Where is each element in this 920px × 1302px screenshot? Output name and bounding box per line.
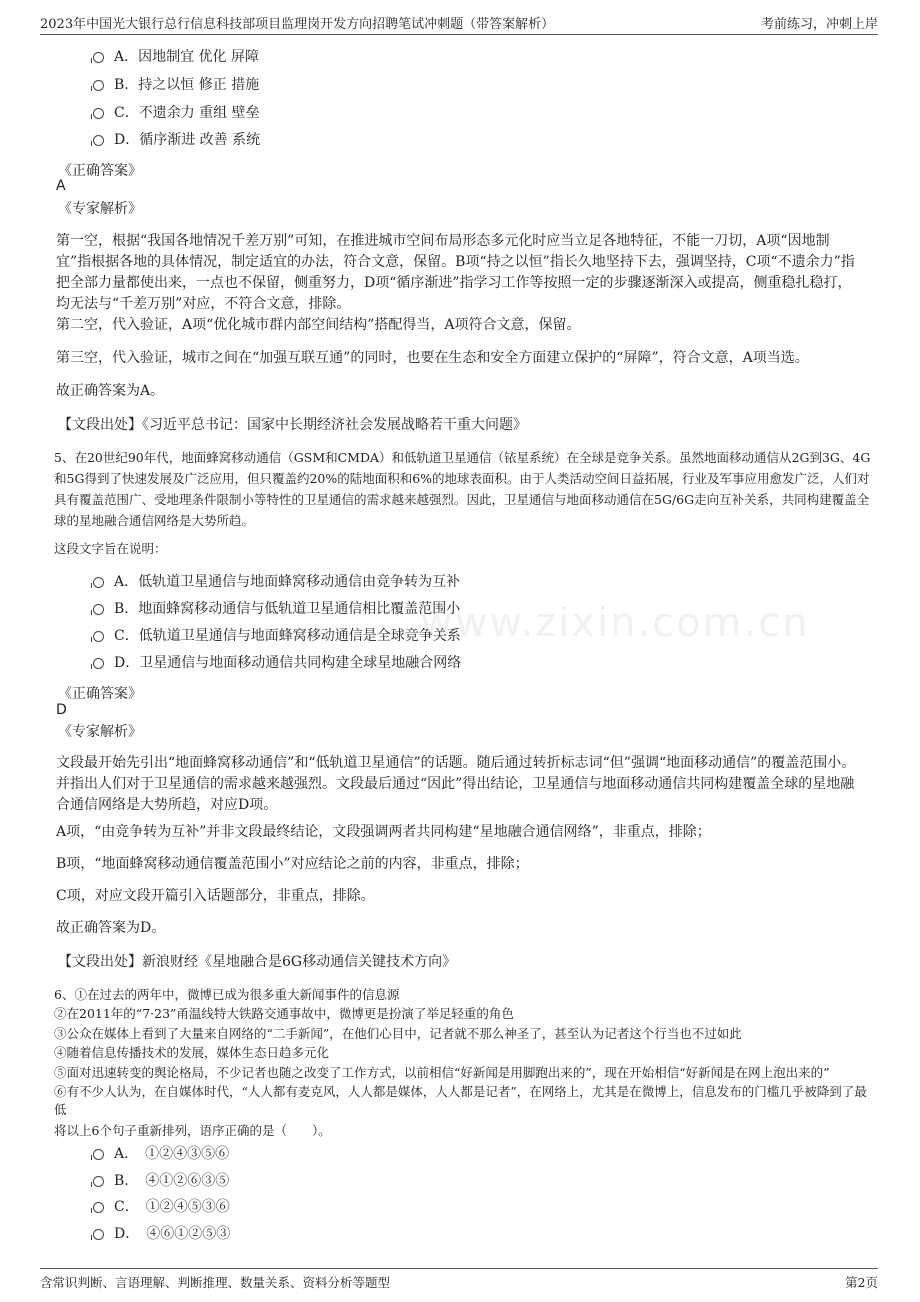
radio-icon[interactable] [93,135,104,146]
q5-analysis-label: 《专家解析》 [58,724,142,740]
q4-option-d[interactable]: D．循序渐进 改善 系统 [93,130,260,150]
q6-sentence: ⑤面对迅速转变的舆论格局，不少记者也随之改变了工作方式，以前相信“好新闻是用脚跑出来的”，现在开始相信“好新闻是在网上泡出来的” [54,1065,830,1080]
q6-option-a[interactable]: A． ①②④③⑤⑥ [93,1144,229,1164]
radio-icon[interactable] [93,658,104,669]
q4-analysis-paragraph: 故正确答案为A。 [56,383,165,399]
header-slogan: 考前练习，冲刺上岸 [760,17,878,32]
q5-analysis-paragraph: C项，对应文段开篇引入话题部分，非重点，排除。 [56,888,375,904]
q5-stem: 5、在20世纪90年代，地面蜂窝移动通信（GSM和CMDA）和低轨道卫星通信（铱星系统）在全球是竞争关系。虽然地面移动通信从2G到3G、4G和5G得到了快速发展及广泛应用，但只覆盖约20%的陆地面积和6%的地球表面积。由于人类活动空间日益拓展，行业及军事应用愈发广泛，人们对具有覆盖范围广、受地理条件限制小等特性的卫星通信的需求越来越强烈。因此，卫星通信与地面移动通信在5G/6G走向互补关系，共同构建覆盖全球的星地融合通信网络是大势所趋。 [54,450,871,528]
radio-icon[interactable] [93,1229,104,1240]
q5-question: 这段文字旨在说明： [54,541,167,556]
q4-source: 【文段出处】《习近平总书记：国家中长期经济社会发展战略若干重大问题》 [58,417,527,433]
q4-analysis-paragraph: 第一空，根据“我国各地情况千差万别”可知，在推进城市空间布局形态多元化时应当立足各地特征，不能一刀切，A项“因地制宜”指根据各地的具体情况，制定适宜的办法，符合文意，保留。B项“持之以恒”指长久地坚持下去，强调坚持，C项“不遗余力”指把全部力量都使出来，一点也不保留，侧重努力，D项“循序渐进”指学习工作等按照一定的步骤逐渐深入或提高，侧重稳扎稳打，均无法与“千差万别”对应，不符合文意，排除。 [56,233,855,312]
q5-option-a[interactable]: A．低轨道卫星通信与地面蜂窝移动通信由竞争转为互补 [93,572,460,592]
q4-option-c[interactable]: C．不遗余力 重组 壁垒 [93,103,260,123]
document-title: 2023年中国光大银行总行信息科技部项目监理岗开发方向招聘笔试冲刺题（带答案解析） [40,17,555,32]
q5-analysis-paragraph: A项，“由竞争转为互补”并非文段最终结论，文段强调两者共同构建“星地融合通信网络”，非重点，排除； [56,824,711,840]
q6-sentence: ④随着信息传播技术的发展，媒体生态日趋多元化 [54,1045,330,1060]
radio-icon[interactable] [93,1202,104,1213]
q5-analysis-paragraph: 故正确答案为D。 [56,920,166,936]
footer-categories: 含常识判断、言语理解、判断推理、数量关系、资料分析等题型 [40,1275,391,1290]
q6-question: 将以上6个句子重新排列，语序正确的是（ ）。 [54,1123,331,1138]
q4-answer: A [56,178,66,194]
radio-icon[interactable] [93,108,104,119]
page-footer [40,1268,878,1293]
q4-option-b[interactable]: B．持之以恒 修正 措施 [93,75,259,95]
q6-option-b[interactable]: B． ④①②⑥③⑤ [93,1171,229,1191]
q6-sentence: ⑥有不少人认为，在自媒体时代，“人人都有麦克风，人人都是媒体，人人都是记者”，在网络上，尤其是在微博上，信息发布的门槛几乎被降到了最低 [54,1084,867,1117]
q5-answer-label: 《正确答案》 [58,686,142,702]
q6-sentence: ③公众在媒体上看到了大量来自网络的“二手新闻”，在他们心目中，记者就不那么神圣了，甚至认为记者这个行当也不过如此 [54,1026,742,1041]
q5-option-c[interactable]: C．低轨道卫星通信与地面蜂窝移动通信是全球竞争关系 [93,626,461,646]
page-number: 第2页 [845,1275,878,1290]
q6-option-c[interactable]: C． ①②④⑤③⑥ [93,1197,230,1217]
q4-analysis-label: 《专家解析》 [58,201,142,217]
q4-analysis-paragraph: 第二空，代入验证，A项“优化城市群内部空间结构”搭配得当，A项符合文意，保留。 [56,317,581,333]
radio-icon[interactable] [93,1149,104,1160]
radio-icon[interactable] [93,631,104,642]
q5-answer: D [56,702,67,718]
q5-option-b[interactable]: B．地面蜂窝移动通信与低轨道卫星通信相比覆盖范围小 [93,599,460,619]
radio-icon[interactable] [93,80,104,91]
radio-icon[interactable] [93,52,104,63]
radio-icon[interactable] [93,604,104,615]
watermark: www.zixin.com.cn [420,600,810,646]
radio-icon[interactable] [93,1176,104,1187]
q6-sentence: ②在2011年的“7·23”甬温线特大铁路交通事故中，微博更是扮演了举足轻重的角色 [54,1006,514,1021]
page-header [40,10,878,35]
q4-answer-label: 《正确答案》 [58,163,142,179]
q4-analysis-paragraph: 第三空，代入验证，城市之间在“加强互联互通”的同时，也要在生态和安全方面建立保护的“屏障”，符合文意，A项当选。 [56,350,809,366]
q4-option-a[interactable]: A．因地制宜 优化 屏障 [93,47,259,67]
q5-analysis-paragraph: B项，“地面蜂窝移动通信覆盖范围小”对应结论之前的内容，非重点，排除； [56,856,529,872]
q6-sentence: 6、①在过去的两年中，微博已成为很多重大新闻事件的信息源 [54,987,400,1002]
q6-option-d[interactable]: D． ④⑥①②⑤③ [93,1224,230,1244]
q5-option-d[interactable]: D．卫星通信与地面移动通信共同构建全球星地融合网络 [93,653,461,673]
q5-analysis-paragraph: 文段最开始先引出“地面蜂窝移动通信”和“低轨道卫星通信”的话题。随后通过转折标志词“但”强调“地面移动通信”的覆盖范围小。并指出人们对于卫星通信的需求越来越强烈。文段最后通过“因此”得出结论，卫星通信与地面移动通信共同构建覆盖全球的星地融合通信网络是大势所趋，对应D项。 [56,755,856,813]
q5-source: 【文段出处】新浪财经《星地融合是6G移动通信关键技术方向》 [58,954,457,970]
radio-icon[interactable] [93,577,104,588]
